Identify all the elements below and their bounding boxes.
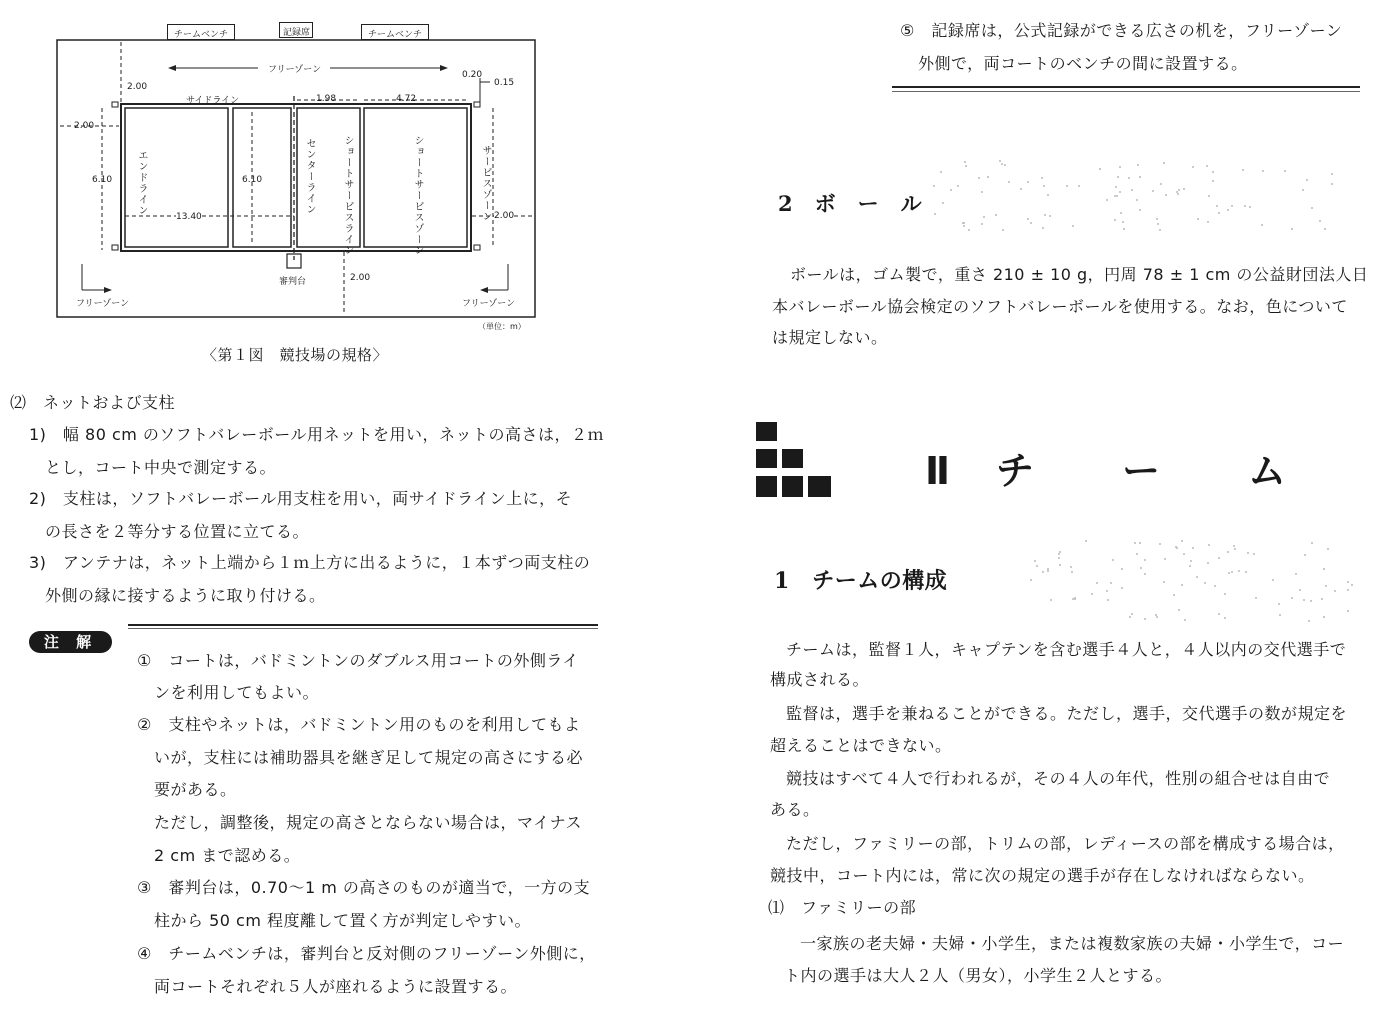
scan-speck (1136, 199, 1138, 201)
scan-speck (1323, 616, 1325, 618)
scan-speck (1249, 206, 1251, 208)
scan-speck (1042, 227, 1044, 229)
note3-line1: ③ 審判台は，0.70～1 m の高さのものが適当で，一方の支 (137, 878, 591, 897)
scan-speck (933, 185, 935, 187)
scan-speck (1183, 188, 1185, 190)
scan-speck (1244, 205, 1246, 207)
scan-speck (1119, 191, 1121, 193)
dim-200-right: 2.00 (494, 211, 515, 221)
scan-speck (1129, 616, 1131, 618)
scan-speck (1278, 603, 1280, 605)
scan-speck (1247, 552, 1249, 554)
scan-speck (1114, 195, 1116, 197)
figure-caption: 〈第１図 競技場の規格〉 (202, 346, 389, 364)
scan-speck (1208, 544, 1210, 546)
scan-speck (1139, 209, 1141, 211)
scan-speck (1144, 618, 1146, 620)
scan-speck (1255, 597, 1257, 599)
scan-speck (965, 165, 967, 167)
scan-speck (1192, 166, 1194, 168)
ball-line1: ボールは，ゴム製で，重さ 210 ± 10 g，円周 78 ± 1 cm の公益財団法人日 (790, 265, 1369, 284)
scan-speck (1218, 557, 1220, 559)
item1-line1: 1) 幅 80 cm のソフトバレーボール用ネットを用い，ネットの高さは，２ｍ (29, 425, 604, 444)
scan-speck (1131, 613, 1133, 615)
note4-line2: 両コートそれぞれ５人が座れるように設置する。 (154, 977, 518, 996)
scan-speck (987, 176, 989, 178)
scan-speck (1308, 620, 1310, 622)
item2-line1: 2) 支柱は，ソフトバレーボール用支柱を用い，両サイドライン上に，そ (29, 489, 573, 508)
scan-speck (1004, 164, 1006, 166)
service-zone-label: サービスゾーン (480, 145, 491, 222)
scan-speck (1152, 190, 1154, 192)
scan-speck (1218, 212, 1220, 214)
chapter-title: Ⅱ チ ー ム (925, 449, 1291, 493)
scan-speck (964, 161, 966, 163)
bench-left-label: チームベンチ (174, 30, 229, 40)
dim-200-top: 2.00 (127, 82, 148, 92)
scan-speck (1331, 183, 1333, 185)
scan-speck (1042, 571, 1044, 573)
scan-speck (1121, 568, 1123, 570)
scan-speck (1156, 218, 1158, 220)
scan-speck (1059, 551, 1061, 553)
scan-speck (1176, 547, 1178, 549)
scan-speck (1074, 597, 1076, 599)
scan-speck (1331, 173, 1333, 175)
team-heading: 1 チームの構成 (774, 568, 948, 594)
family-heading: ⑴ ファミリーの部 (768, 898, 917, 917)
scan-speck (1234, 548, 1236, 550)
scan-speck (1044, 214, 1046, 216)
scan-speck (1136, 553, 1138, 555)
note3-line2: 柱から 50 cm 程度離して置く方が判定しやすい。 (154, 911, 532, 930)
note5-rule (892, 86, 1360, 88)
scan-speck (999, 160, 1001, 162)
scan-speck (1291, 597, 1293, 599)
scan-speck (942, 202, 944, 204)
scan-speck (1347, 581, 1349, 583)
scan-speck (1190, 560, 1192, 562)
scan-speck (1159, 543, 1161, 545)
note4-line1: ④ チームベンチは，審判台と反対側のフリーゾーン外側に， (137, 944, 596, 963)
notes-rule (128, 624, 598, 626)
dim-200-left: 2.00 (74, 121, 95, 131)
scan-speck (1204, 582, 1206, 584)
scan-speck (1192, 547, 1194, 549)
notes-rule-thin (128, 628, 598, 629)
scan-speck (1262, 170, 1264, 172)
scan-speck (1178, 609, 1180, 611)
dim-015: 0.15 (494, 78, 515, 88)
scan-speck (1047, 194, 1049, 196)
scan-speck (1207, 562, 1209, 564)
scan-speck (1096, 582, 1098, 584)
scan-speck (1110, 582, 1112, 584)
scan-speck (1207, 221, 1209, 223)
scan-speck (1347, 610, 1349, 612)
note2-line5: 2 cm まで認める。 (154, 846, 301, 865)
dim-200-bottom: 2.00 (350, 273, 371, 283)
scan-speck (1189, 565, 1191, 567)
family-line1: 一家族の老夫婦・夫婦・小学生，または複数家族の夫婦・小学生で，コー (800, 934, 1345, 953)
scan-speck (1116, 195, 1118, 197)
scan-speck (1107, 599, 1109, 601)
scan-speck (1302, 189, 1304, 191)
scan-speck (1163, 581, 1165, 583)
scan-speck (1321, 598, 1323, 600)
scan-speck (1178, 189, 1180, 191)
scan-speck (1120, 212, 1122, 214)
scan-speck (1001, 163, 1003, 165)
scan-speck (1351, 584, 1353, 586)
family-line2: ト内の選手は大人２人（男女），小学生２人とする。 (784, 966, 1173, 985)
scan-speck (1224, 617, 1226, 619)
bench-right-label: チームベンチ (368, 30, 423, 40)
scan-speck (1304, 554, 1306, 556)
scan-speck (1139, 542, 1141, 544)
dim-020: 0.20 (462, 70, 483, 80)
recorder-label: 記録席 (283, 28, 311, 38)
note2-line2: いが，支柱には補助器具を継ぎ足して規定の高さにする必 (154, 748, 584, 767)
referee-stand-label: 審判台 (279, 277, 307, 287)
note2-line4: ただし，調整後，規定の高さとならない場合は，マイナス (154, 813, 583, 832)
scan-speck (1228, 572, 1230, 574)
scan-speck (1284, 170, 1286, 172)
note5-rule-thin (892, 91, 1360, 92)
scan-speck (1208, 195, 1210, 197)
scan-speck (1238, 570, 1240, 572)
scan-speck (1253, 553, 1255, 555)
scan-speck (1306, 179, 1308, 181)
scan-speck (1020, 188, 1022, 190)
scan-speck (981, 191, 983, 193)
p4-line1: ただし，ファミリーの部，トリムの部，レディースの部を構成する場合は， (786, 834, 1345, 853)
net-section-heading: ⑵ ネットおよび支柱 (10, 393, 176, 412)
p2-line1: 監督は，選手を兼ねることができる。ただし，選手，交代選手の数が規定を (786, 704, 1348, 723)
scan-speck (1212, 171, 1214, 173)
scan-speck (1139, 176, 1141, 178)
dim-1340: 13.40 (176, 212, 202, 222)
scan-speck (957, 185, 959, 187)
dim-198: 1.98 (316, 94, 337, 104)
scan-speck (1218, 613, 1220, 615)
free-zone-top-label: フリーゾーン (268, 65, 322, 75)
scan-speck (983, 216, 985, 218)
dim-472: 4.72 (396, 94, 417, 104)
scan-speck (1311, 542, 1313, 544)
scan-speck (978, 177, 980, 179)
scan-speck (1036, 565, 1038, 567)
scan-speck (1008, 181, 1010, 183)
note2-line3: 要がある。 (154, 780, 237, 799)
notes-badge: 注 解 (29, 631, 112, 653)
scan-speck (1347, 589, 1349, 591)
p1-line2: 構成される。 (770, 670, 870, 689)
scan-speck (1334, 590, 1336, 592)
unit-label: （単位：m） (478, 322, 526, 331)
ball-heading: 2 ボ ー ル (778, 191, 923, 216)
note1-line2: ンを利用してもよい。 (154, 683, 320, 702)
scan-speck (1291, 228, 1293, 230)
scan-speck (1091, 593, 1093, 595)
scan-speck (1272, 579, 1274, 581)
scan-speck (950, 189, 952, 191)
scan-speck (1214, 585, 1216, 587)
scan-speck (1071, 571, 1073, 573)
scan-speck (963, 225, 965, 227)
scan-speck (1128, 177, 1130, 179)
scan-speck (1027, 218, 1029, 220)
scan-speck (1058, 553, 1060, 555)
scan-speck (1160, 183, 1162, 185)
scan-speck (1324, 228, 1326, 230)
scan-speck (1299, 589, 1301, 591)
scan-speck (1117, 176, 1119, 178)
scan-speck (1119, 166, 1121, 168)
scan-speck (1181, 540, 1183, 542)
scan-speck (1156, 616, 1158, 618)
item3-line1: 3) アンテナは，ネット上端から１ｍ上方に出るように，１本ずつ両支柱の (29, 553, 591, 572)
scan-speck (1114, 219, 1116, 221)
note1-line1: ① コートは，バドミントンのダブルス用コートの外側ライ (137, 651, 579, 670)
scan-speck (1261, 224, 1263, 226)
scan-speck (1173, 594, 1175, 596)
scan-speck (1184, 619, 1186, 621)
scan-speck (1233, 545, 1235, 547)
scan-speck (1078, 185, 1080, 187)
scan-speck (1303, 599, 1305, 601)
scan-speck (1049, 215, 1051, 217)
scan-speck (1279, 614, 1281, 616)
note5-line1: ⑤ 記録席は，公式記録ができる広さの机を，フリーゾーン (900, 21, 1343, 40)
ball-line3: は規定しない。 (772, 328, 888, 347)
scan-speck (1002, 229, 1004, 231)
scan-speck (1325, 585, 1327, 587)
short-service-line-label: ショートサービスライン (342, 135, 353, 256)
scan-speck (1310, 600, 1312, 602)
end-line-label: エンドライン (136, 150, 147, 216)
scan-speck (1122, 221, 1124, 223)
scan-speck (1050, 599, 1052, 601)
scan-speck (1216, 205, 1218, 207)
free-zone-bottom-right-label: フリーゾーン (462, 299, 516, 309)
scan-speck (1242, 169, 1244, 171)
scan-speck (1115, 186, 1117, 188)
scan-speck (1030, 222, 1032, 224)
scan-speck (1164, 558, 1166, 560)
item2-line2: の長さを２等分する位置に立てる。 (45, 522, 310, 541)
scan-speck (1106, 590, 1108, 592)
item3-line2: 外側の縁に接するように取り付ける。 (45, 586, 326, 605)
scan-speck (940, 171, 942, 173)
scan-speck (1196, 576, 1198, 578)
scan-speck (1123, 228, 1125, 230)
scan-speck (1140, 567, 1142, 569)
dim-610-left: 6.10 (92, 175, 113, 185)
scan-speck (1085, 540, 1087, 542)
scan-speck (1159, 229, 1161, 231)
scan-speck (995, 214, 997, 216)
scan-speck (1183, 553, 1185, 555)
short-service-zone-label: ショートサービスゾーン (412, 135, 423, 256)
scan-speck (1311, 207, 1313, 209)
p3-line2: ある。 (770, 800, 820, 819)
scan-speck (1165, 194, 1167, 196)
scan-speck (968, 229, 970, 231)
center-line-label: センターライン (304, 138, 315, 215)
scan-speck (1099, 168, 1101, 170)
side-line-label: サイドライン (186, 96, 240, 106)
scan-speck (1047, 568, 1049, 570)
scan-speck (1157, 223, 1159, 225)
scan-speck (1112, 559, 1114, 561)
scan-speck (1121, 587, 1123, 589)
scan-speck (1072, 225, 1074, 227)
scan-speck (1066, 185, 1068, 187)
scan-speck (1043, 185, 1045, 187)
note2-line1: ② 支柱やネットは，バドミントン用のものを利用してもよ (137, 715, 581, 734)
scan-speck (1206, 165, 1208, 167)
scan-speck (1027, 181, 1029, 183)
scan-speck (981, 223, 983, 225)
scan-speck (1245, 571, 1247, 573)
scan-speck (1212, 180, 1214, 182)
note5-line2: 外側で，両コートのベンチの間に設置する。 (918, 54, 1248, 73)
scan-speck (1327, 548, 1329, 550)
scan-speck (1058, 557, 1060, 559)
scan-speck (1106, 199, 1108, 201)
scan-speck (1030, 579, 1032, 581)
item1-line2: とし，コート中央で測定する。 (45, 458, 277, 477)
scan-speck (1227, 551, 1229, 553)
scan-speck (1041, 177, 1043, 179)
ball-line2: 本バレーボール協会検定のソフトバレーボールを使用する。なお，色について (772, 297, 1348, 316)
p1-line1: チームは，監督１人，キャプテンを含む選手４人と，４人以内の交代選手で (786, 640, 1347, 659)
scan-speck (1227, 209, 1229, 211)
scan-speck (1197, 218, 1199, 220)
scan-speck (1177, 193, 1179, 195)
scan-speck (1224, 593, 1226, 595)
p4-line2: 競技中，コート内には，常に次の規定の選手が存在しなければならない。 (770, 866, 1315, 885)
scan-speck (1231, 571, 1233, 573)
scan-speck (1070, 566, 1072, 568)
scan-speck (1323, 568, 1325, 570)
scan-speck (1319, 220, 1321, 222)
scan-speck (1181, 584, 1183, 586)
p2-line2: 超えることはできない。 (770, 736, 952, 755)
scan-speck (1059, 564, 1061, 566)
scan-speck (1155, 614, 1157, 616)
scan-speck (1131, 189, 1133, 191)
p3-line1: 競技はすべて４人で行われるが，その４人の年代，性別の組合せは自由で (786, 769, 1331, 788)
scan-speck (1034, 560, 1036, 562)
free-zone-bottom-left-label: フリーゾーン (76, 299, 130, 309)
scan-speck (1137, 164, 1139, 166)
scan-speck (1144, 573, 1146, 575)
scan-speck (1163, 162, 1165, 164)
scan-speck (1144, 559, 1146, 561)
scan-speck (1134, 542, 1136, 544)
scan-speck (934, 213, 936, 215)
scan-speck (1231, 205, 1233, 207)
dim-610-mid: 6.10 (242, 175, 263, 185)
scan-speck (1295, 573, 1297, 575)
